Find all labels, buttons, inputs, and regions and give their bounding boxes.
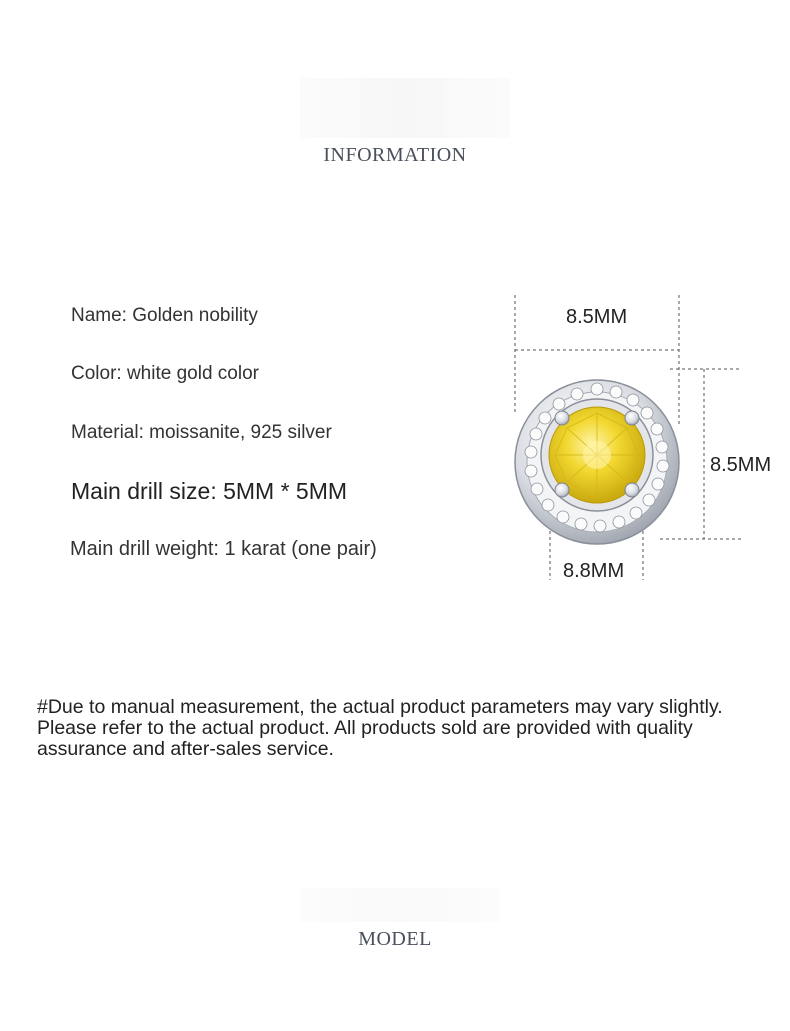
spec-color: Color: white gold color [71, 363, 259, 384]
disclaimer-note: #Due to manual measurement, the actual product parameters may vary slightly. Please refer to the actual product. All products sold are provided with quality assurance and after-sales service. [37, 696, 723, 760]
spec-drill-size: Main drill size: 5MM * 5MM [71, 478, 348, 504]
information-title: INFORMATION [323, 144, 467, 166]
dimension-right-label: 8.5MM [710, 454, 772, 476]
spec-name: Name: Golden nobility [71, 305, 258, 326]
model-title: MODEL [358, 928, 432, 950]
dimension-top-label: 8.5MM [566, 306, 628, 328]
earring-diagram [480, 285, 780, 595]
spec-material: Material: moissanite, 925 silver [71, 422, 332, 443]
earring-illustration [480, 285, 780, 595]
watermark-information [300, 78, 510, 138]
dimension-bottom-label: 8.8MM [563, 560, 625, 582]
watermark-model [300, 888, 500, 922]
spec-drill-weight: Main drill weight: 1 karat (one pair) [70, 538, 377, 560]
